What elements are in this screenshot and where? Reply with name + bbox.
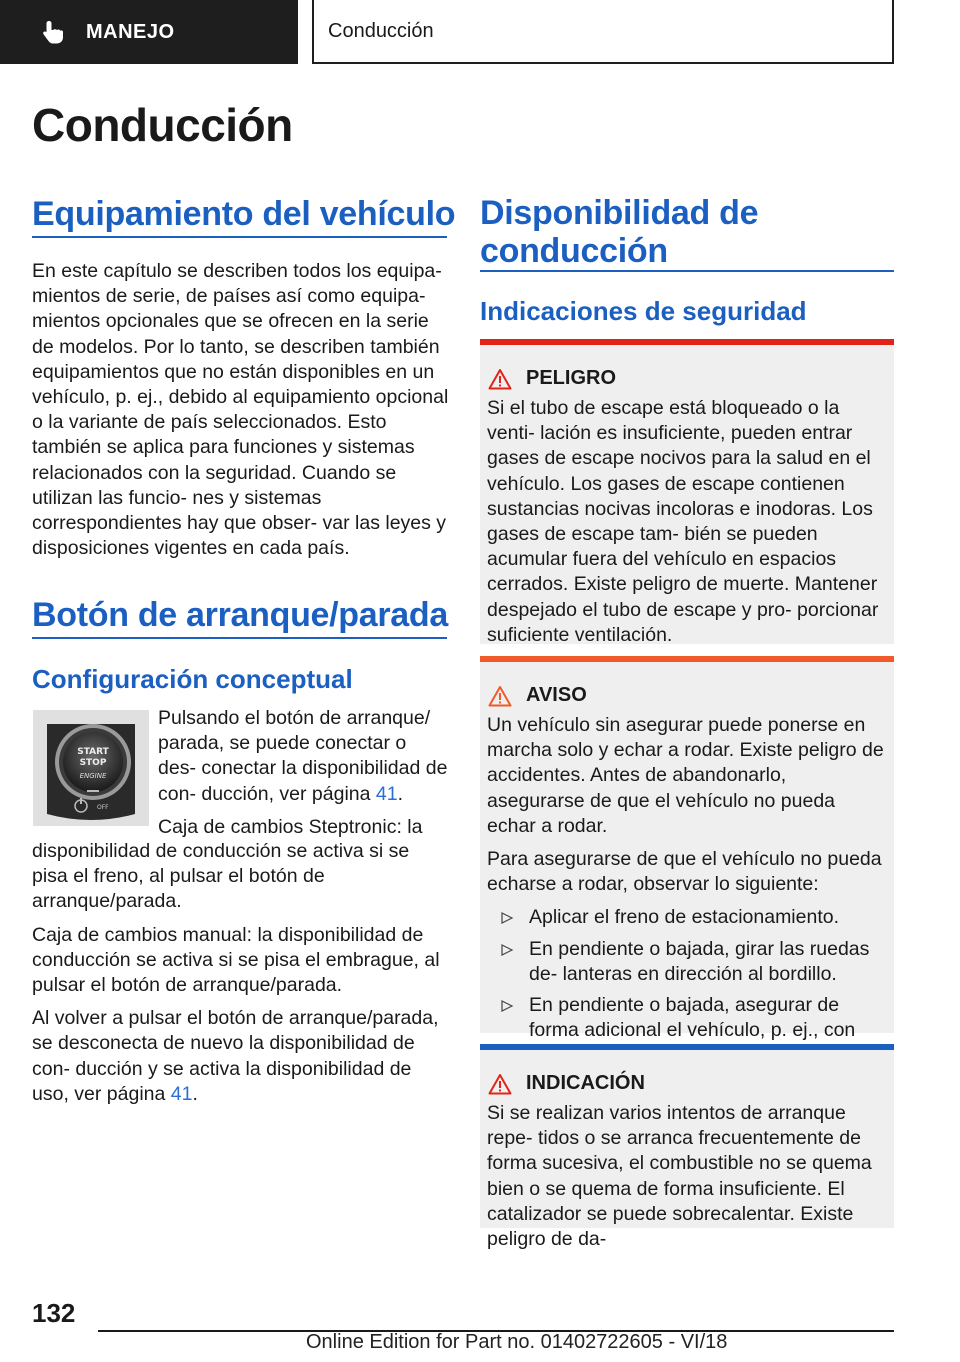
- p4-text: Al volver a pulsar el botón de arranque/parada, se desconecta de nuevo la disponibilidad de con- ducción y se activa la disponibilidad de uso, ver página: [32, 1007, 439, 1105]
- start-stop-paragraph-1: [158, 706, 448, 840]
- section-title-equipment: Equipamiento del vehículo: [32, 195, 456, 233]
- p1-text: Pulsando el botón de arranque/ parada, se puede conectar o des- conectar la disponibilidad de con- ducción, ver página: [158, 707, 448, 805]
- notice-label: INDICACIÓN: [526, 1072, 645, 1094]
- danger-box: [480, 339, 894, 644]
- warning-text-2: Para asegurarse de que el vehículo no pueda echarse a rodar, observar lo siguiente:: [487, 848, 882, 896]
- chapter-title: Conducción: [328, 19, 434, 42]
- equipment-paragraph: [32, 259, 450, 569]
- warning-heading: [488, 684, 894, 707]
- start-stop-button-icon: [33, 710, 149, 826]
- warning-content: [487, 713, 886, 1069]
- start-label: START: [77, 747, 109, 757]
- bullet-text: Aplicar el freno de estacionamiento.: [529, 906, 840, 929]
- list-item: [487, 905, 886, 930]
- section-rule: [32, 236, 447, 238]
- warning-label: AVISO: [526, 684, 587, 706]
- page-title: Conducción: [32, 99, 293, 151]
- bullet-triangle-icon: [501, 944, 513, 956]
- section-title-driving-readiness: Disponibilidad de conducción: [480, 194, 759, 270]
- bullet-text: En pendiente o bajada, asegurar de forma adicional el vehículo, p. ej., con: [529, 994, 856, 1042]
- notice-bar: [480, 1044, 894, 1050]
- page-link-41[interactable]: 41: [170, 1082, 193, 1105]
- danger-text: Si el tubo de escape está bloqueado o la venti- lación es insuficiente, pueden entrar gases de escape nocivos para la salud en el vehículo. Los gases de escape contienen sustancias nocivas incoloras e inodoras. Los gases de escape tam- bién se pueden acumular fuera del vehículo en espacios cerrados. Existe peligro de muerte. Mantener despejado el tubo de escape y pro- porcionar suficiente ventilación.: [487, 397, 879, 646]
- stop-label: STOP: [79, 758, 107, 768]
- warning-box: [480, 656, 894, 1042]
- danger-bar: [480, 339, 894, 345]
- section-rule: [32, 637, 447, 639]
- page-number: 132: [32, 1298, 76, 1328]
- start-stop-button-image: [33, 710, 149, 826]
- notice-content: [487, 1101, 886, 1252]
- warning-triangle-icon: [488, 685, 512, 707]
- bullet-triangle-icon: [501, 912, 513, 924]
- start-stop-paragraphs: [32, 839, 450, 1115]
- page-link-41[interactable]: 41: [375, 782, 398, 805]
- notice-heading: [488, 1072, 894, 1095]
- subtitle-concept: Configuración conceptual: [32, 664, 353, 694]
- p2-first-line: Caja de cambios Steptronic: la: [158, 815, 423, 838]
- p2-rest: disponibilidad de conducción se activa si se pisa el freno, al pulsar el botón de arranque/parada.: [32, 840, 410, 913]
- edition-text: Online Edition for Part no. 01402722605 - VI/18: [306, 1331, 728, 1353]
- section-label: MANEJO: [86, 20, 175, 43]
- warning-text-1: Un vehículo sin asegurar puede ponerse en marcha solo y echar a rodar. Existe peligro de accidentes. Antes de abandonarlo, asegurarse de que el vehículo no pueda echar a rodar.: [487, 714, 884, 837]
- list-item: [487, 937, 886, 987]
- section-tab: [0, 0, 298, 64]
- bullet-triangle-icon: [501, 1000, 513, 1012]
- section-title-start-stop: Botón de arranque/parada: [32, 596, 448, 634]
- section-rule: [480, 270, 894, 272]
- bullet-text: En pendiente o bajada, girar las ruedas de- lanteras en dirección al bordillo.: [529, 937, 870, 985]
- danger-label: PELIGRO: [526, 367, 617, 389]
- hand-pointer-icon: [40, 19, 66, 45]
- danger-content: [487, 396, 886, 648]
- equipment-text: En este capítulo se describen todos los equipa- mientos de serie, de países así como equipa- mientos opcionales que se ofrecen en la serie de modelos. Por lo tanto, se describen también equipamientos que no están disponibles en un vehículo, p. ej., debido al equipamiento opcional o la variante de país seleccionados. Esto también se aplica para funciones y sistemas relacionados con la seguridad. Cuando se utilizan las funcio- nes y sistemas correspondientes hay que obser- var las leyes y disposiciones vigentes en cada país.: [32, 260, 449, 560]
- warning-triangle-icon: [488, 1073, 512, 1095]
- notice-text: Si se realizan varios intentos de arranque repe- tidos o se arranca frecuentemente de forma sucesiva, el combustible no se quema bien o se quema de forma insuficiente. El catalizador se puede sobrecalentar. Existe peligro de da-: [487, 1102, 872, 1251]
- off-label: OFF: [97, 804, 109, 811]
- warning-triangle-icon: [488, 368, 512, 390]
- p1-end: .: [397, 782, 404, 805]
- notice-box: [480, 1044, 894, 1251]
- engine-label: ENGINE: [79, 772, 107, 780]
- subtitle-safety: Indicaciones de seguridad: [480, 296, 807, 326]
- p4-end: .: [192, 1082, 198, 1105]
- chapter-header: [312, 0, 894, 64]
- p3-text: Caja de cambios manual: la disponibilidad de conducción se activa si se pisa el embrague, al pulsar el botón de arranque/parada.: [32, 923, 440, 997]
- danger-heading: [488, 367, 894, 390]
- warning-bar: [480, 656, 894, 662]
